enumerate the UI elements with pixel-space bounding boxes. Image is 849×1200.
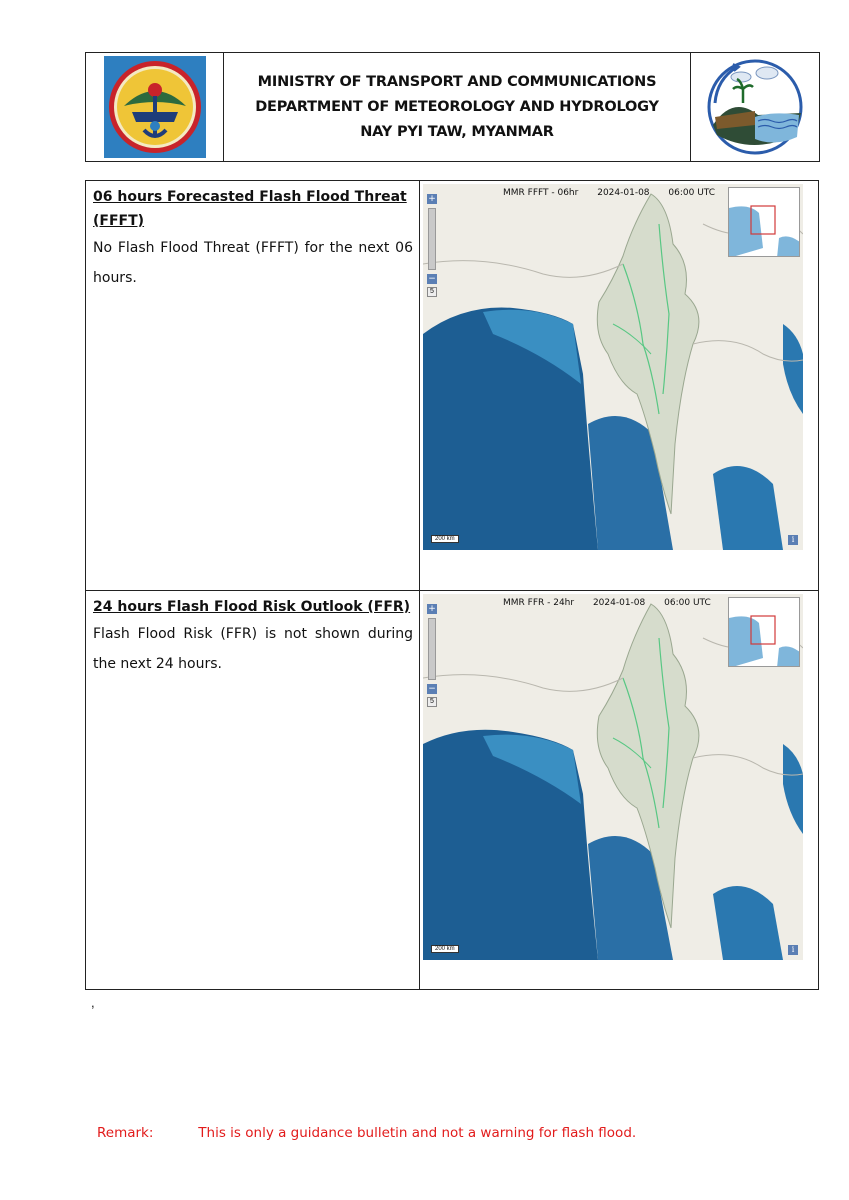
zoom-slider[interactable] [428,618,436,680]
ffr-zoom-control [427,604,437,704]
ministry-emblem-cell [86,53,224,161]
department-name: DEPARTMENT OF METEOROLOGY AND HYDROLOGY [255,99,659,115]
ministry-emblem-icon [104,56,206,158]
ffft-map-time: 06:00 UTC [668,188,716,198]
remark-label: Remark: [97,1125,154,1141]
remark-note [97,1125,636,1141]
zoom-out-button[interactable]: − [428,274,436,284]
stray-comma: , [91,995,95,1010]
ffft-map-date: 2024-01-08 [597,188,650,198]
ffft-text-cell [86,181,420,590]
ffft-body: No Flash Flood Threat (FFFT) for the next 06 hours. [93,240,413,286]
ffr-map-product: MMR FFR - 24hr [503,598,575,608]
ffr-map-time: 06:00 UTC [664,598,711,608]
ffft-map-title [503,188,731,198]
ffft-zoom-control [427,194,437,294]
ffft-section [86,181,818,591]
forecast-table [85,180,819,990]
ffft-map[interactable] [423,184,803,550]
remark-text: This is only a guidance bulletin and not a warning for flash flood. [198,1125,637,1141]
ffr-heading: 24 hours Flash Flood Risk Outlook (FFR) [93,599,411,615]
dmh-emblem-cell [690,53,819,161]
scale-bar: 200 km [431,535,459,543]
ministry-name: MINISTRY OF TRANSPORT AND COMMUNICATIONS [257,74,657,90]
ffr-map-cell [420,591,818,989]
ffft-overview-map[interactable] [728,187,800,257]
zoom-level: 5 [427,287,437,297]
zoom-slider[interactable] [428,208,436,270]
letterhead-title [224,53,690,161]
ffr-map-title [503,598,727,608]
info-button[interactable]: i [788,535,798,545]
letterhead [85,52,820,162]
ffr-map[interactable] [423,594,803,960]
ffr-map-date: 2024-01-08 [592,598,646,608]
zoom-out-button[interactable]: − [428,684,436,694]
scale-bar: 200 km [431,945,459,953]
ffft-heading [93,185,413,233]
info-button[interactable]: i [788,945,798,955]
ffft-map-product: MMR FFFT - 06hr [503,188,579,198]
ffr-overview-map[interactable] [728,597,800,667]
hydrological-cycle-icon [703,55,807,159]
ffft-heading-line2: (FFFT) [93,213,145,229]
zoom-level: 5 [427,697,437,707]
overview-graphic [729,188,800,257]
zoom-in-button[interactable]: + [428,604,436,614]
ffft-heading-line1: 06 hours Forecasted Flash Flood Threat [93,189,407,205]
ffr-section [86,591,818,989]
location-name: NAY PYI TAW, MYANMAR [360,124,554,140]
ffft-map-cell [420,181,818,590]
overview-graphic [729,598,800,667]
ffr-body: Flash Flood Risk (FFR) is not shown during the next 24 hours. [93,626,413,672]
zoom-in-button[interactable]: + [428,194,436,204]
ffr-text-cell [86,591,420,989]
